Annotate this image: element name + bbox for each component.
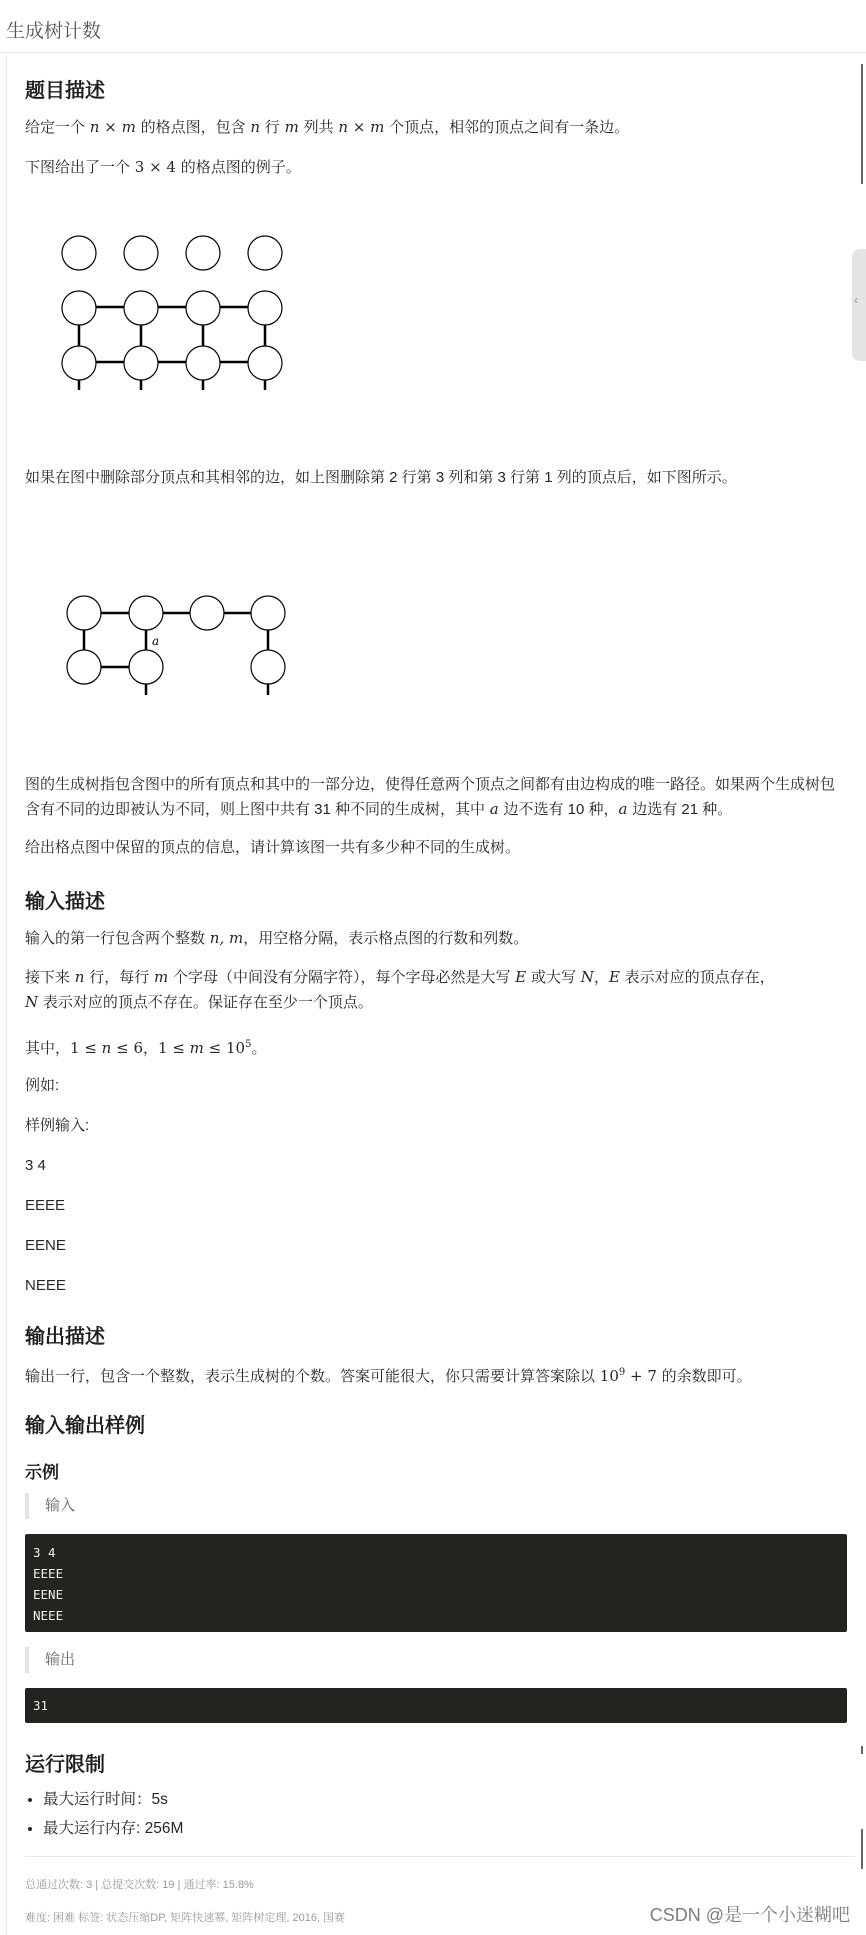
problem-line-1: 给定一个 n × m 的格点图，包含 n 行 m 列共 n × m 个顶点，相邻的顶点之间有一条边。 [25, 118, 630, 136]
watermark: CSDN @是一个小迷糊吧 [649, 1905, 850, 1925]
problem-heading: 题目描述 [25, 80, 105, 102]
problem-line-4: 图的生成树指包含图中的所有顶点和其中的一部分边，使得任意两个顶点之间都有由边构成的唯一路径。如果两个生成树包含有不同的边即被认为不同，则上图中共有 31 种不同的生成树，其中 a 边不选有 10 种，a 边选有 21 种。 [25, 776, 836, 818]
side-panel-toggle[interactable] [852, 249, 866, 361]
difficulty-tags: 难度: 困难 标签: 状态压缩DP, 矩阵快速幂, 矩阵树定理, 2016, 国赛 [25, 1912, 346, 1924]
sample-line-2: EEEE [25, 1197, 66, 1214]
scroll-indicator [861, 1746, 863, 1754]
limits-heading: 运行限制 [25, 1754, 105, 1776]
problem-line-5: 给出格点图中保留的顶点的信息，请计算该图一共有多少种不同的生成树。 [25, 839, 521, 856]
output-line-1: 输出一行，包含一个整数，表示生成树的个数。答案可能很大，你只需要计算答案除以 $10^9 + 7$ 的余数即可。 [25, 1367, 752, 1385]
sample-input-label: 样例输入: [25, 1117, 90, 1134]
problem-line-2: 下图给出了一个 3 × 4 的格点图的例子。 [25, 158, 301, 176]
sample-line-4: NEEE [25, 1277, 66, 1294]
problem-content [6, 54, 863, 1935]
input-code-block[interactable] [25, 1534, 847, 1632]
chevron-left-icon: ‹ [854, 293, 858, 307]
output-quote-label: 输出 [25, 1647, 75, 1673]
io-sample-heading: 输入输出样例 [25, 1415, 145, 1437]
sample-line-3: EENE [25, 1237, 66, 1254]
input-line-2: 接下来 n 行，每行 m 个字母（中间没有分隔字符），每个字母必然是大写 E 或大写 N，E 表示对应的顶点存在， N 表示对应的顶点不存在。保证存在至少一个顶点。 [25, 968, 775, 1011]
input-heading: 输入描述 [25, 891, 105, 913]
problem-line-3: 如果在图中删除部分顶点和其相邻的边，如上图删除第 2 行第 3 列和第 3 行第 1 列的顶点后，如下图所示。 [25, 469, 737, 486]
limit-item: • 最大运行内存: 256M [43, 1814, 183, 1843]
grid-graph-figure-2 [62, 535, 302, 695]
code-line: 3 4 [33, 1545, 56, 1560]
submission-stats: 总通过次数: 3 | 总提交次数: 19 | 通过率: 15.8% [25, 1879, 254, 1891]
footer-divider [25, 1856, 855, 1857]
code-line: NEEE [33, 1608, 64, 1623]
grid-graph-figure-1 [57, 230, 297, 390]
code-line: EEEE [33, 1566, 64, 1581]
input-line-1: 输入的第一行包含两个整数 n, m，用空格分隔，表示格点图的行数和列数。 [25, 929, 529, 947]
edge-label-a: a [152, 634, 160, 648]
input-quote-label: 输入 [25, 1493, 75, 1519]
output-heading: 输出描述 [25, 1326, 105, 1348]
example-heading: 示例 [25, 1463, 59, 1482]
example-label: 例如: [25, 1077, 60, 1094]
page-title: 生成树计数 [6, 21, 102, 42]
sample-line-1: 3 4 [25, 1157, 46, 1174]
scroll-indicator [861, 1829, 863, 1869]
code-line: 31 [33, 1698, 49, 1713]
output-code-block[interactable] [25, 1688, 847, 1723]
limits-list [25, 1785, 183, 1843]
limit-item: • 最大运行时间：5s [43, 1785, 183, 1814]
title-bar [0, 0, 866, 53]
code-line: EENE [33, 1587, 64, 1602]
input-line-3: 其中，1 ≤ n ≤ 6，$1 \le m \le 10^5$。 [25, 1039, 267, 1057]
scroll-indicator[interactable] [861, 64, 863, 184]
